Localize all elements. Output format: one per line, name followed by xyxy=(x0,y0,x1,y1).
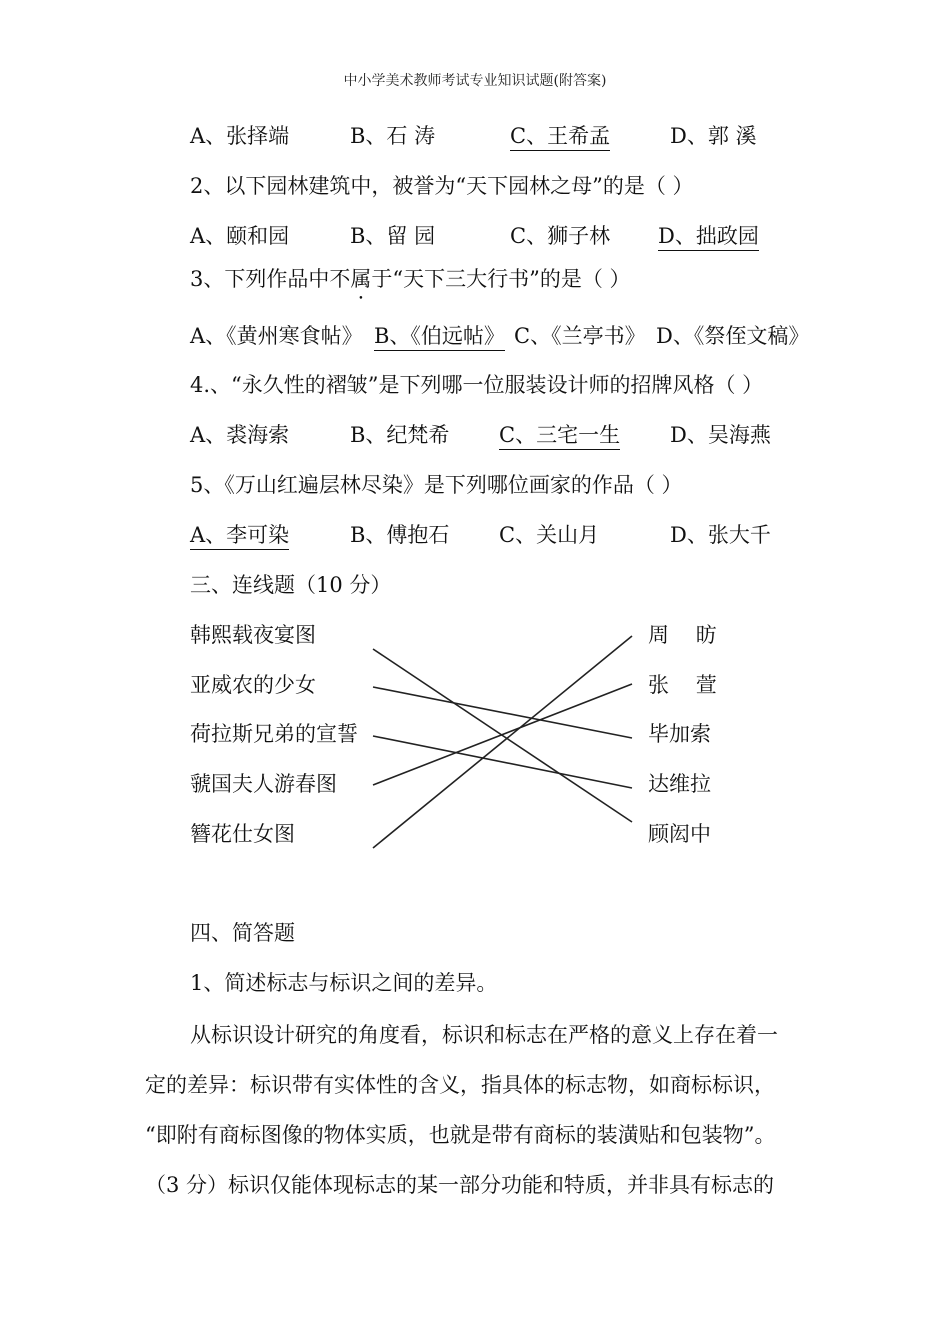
q3-stem-pre: 3、下列作品中 xyxy=(190,267,330,291)
match-line xyxy=(373,636,632,848)
q3-stem-post: “天下三大行书”的是（ ） xyxy=(392,267,631,291)
q1-option-c-answer: C、王希孟 xyxy=(510,123,610,151)
q2-option-a: A、颐和园 xyxy=(190,224,290,248)
q4-option-a: A、裘海索 xyxy=(190,423,290,447)
section4-question-1: 1、简述标志与标识之间的差异。 xyxy=(190,971,498,995)
q1-option-b: B、石 涛 xyxy=(350,124,436,148)
q3-option-a: A、《黄州寒食帖》 xyxy=(190,324,363,348)
match-right-item: 毕加索 xyxy=(648,722,711,746)
q2-stem: 2、以下园林建筑中，被誉为“天下园林之母”的是（ ） xyxy=(190,174,694,198)
match-left-item: 荷拉斯兄弟的宣誓 xyxy=(190,722,358,746)
q5-option-d: D、张大千 xyxy=(670,523,771,547)
answer-paragraph-line: （3 分）标识仅能体现标志的某一部分功能和特质，并非具有标志的 xyxy=(145,1173,775,1197)
answer-paragraph-line: 从标识设计研究的角度看，标识和标志在严格的意义上存在着一 xyxy=(190,1023,778,1047)
q4-stem: 4.、“永久性的褶皱”是下列哪一位服装设计师的招牌风格（ ） xyxy=(190,373,764,397)
q3-stem-emphasis: 不属于 xyxy=(329,267,393,291)
q5-option-a-answer: A、李可染 xyxy=(190,522,289,550)
q3-option-d: D、《祭侄文稿》 xyxy=(656,324,810,348)
match-right-item: 达维拉 xyxy=(648,772,711,796)
q4-option-c-answer: C、三宅一生 xyxy=(499,422,620,450)
q5-option-c: C、关山月 xyxy=(499,523,600,547)
match-right-item: 周 昉 xyxy=(648,623,717,647)
match-left-item: 亚威农的少女 xyxy=(190,673,316,697)
q4-option-b: B、纪梵希 xyxy=(350,423,450,447)
q5-stem: 5、《万山红遍层林尽染》是下列哪位画家的作品（ ） xyxy=(190,473,683,497)
match-left-item: 簪花仕女图 xyxy=(190,822,295,846)
q3-option-b-answer: B、《伯远帖》 xyxy=(374,323,505,351)
match-line xyxy=(373,736,632,788)
q1-option-d: D、郭 溪 xyxy=(670,124,757,148)
match-left-item: 韩熙载夜宴图 xyxy=(190,623,316,647)
answer-paragraph-line: “即附有商标图像的物体实质，也就是带有商标的装潢贴和包装物”。 xyxy=(145,1123,776,1147)
match-right-item: 张 萱 xyxy=(648,673,717,697)
section4-title: 四、简答题 xyxy=(190,921,295,945)
q2-option-d-answer: D、拙政园 xyxy=(658,223,759,251)
match-line xyxy=(373,649,632,822)
q2-option-b: B、留 园 xyxy=(350,224,436,248)
match-right-item: 顾闳中 xyxy=(648,822,711,846)
q3-option-c: C、《兰亭书》 xyxy=(514,324,646,348)
match-left-item: 虢国夫人游春图 xyxy=(190,772,337,796)
section3-title: 三、连线题（10 分） xyxy=(190,573,392,597)
q5-option-b: B、傅抱石 xyxy=(350,523,450,547)
answer-paragraph-line: 定的差异：标识带有实体性的含义，指具体的标志物，如商标标识， xyxy=(145,1073,775,1097)
q4-option-d: D、吴海燕 xyxy=(670,423,771,447)
q2-option-c: C、狮子林 xyxy=(510,224,611,248)
page-header: 中小学美术教师考试专业知识试题(附答案) xyxy=(343,73,607,89)
match-line xyxy=(373,684,632,785)
q1-option-a: A、张择端 xyxy=(190,124,290,148)
match-line xyxy=(373,687,632,738)
